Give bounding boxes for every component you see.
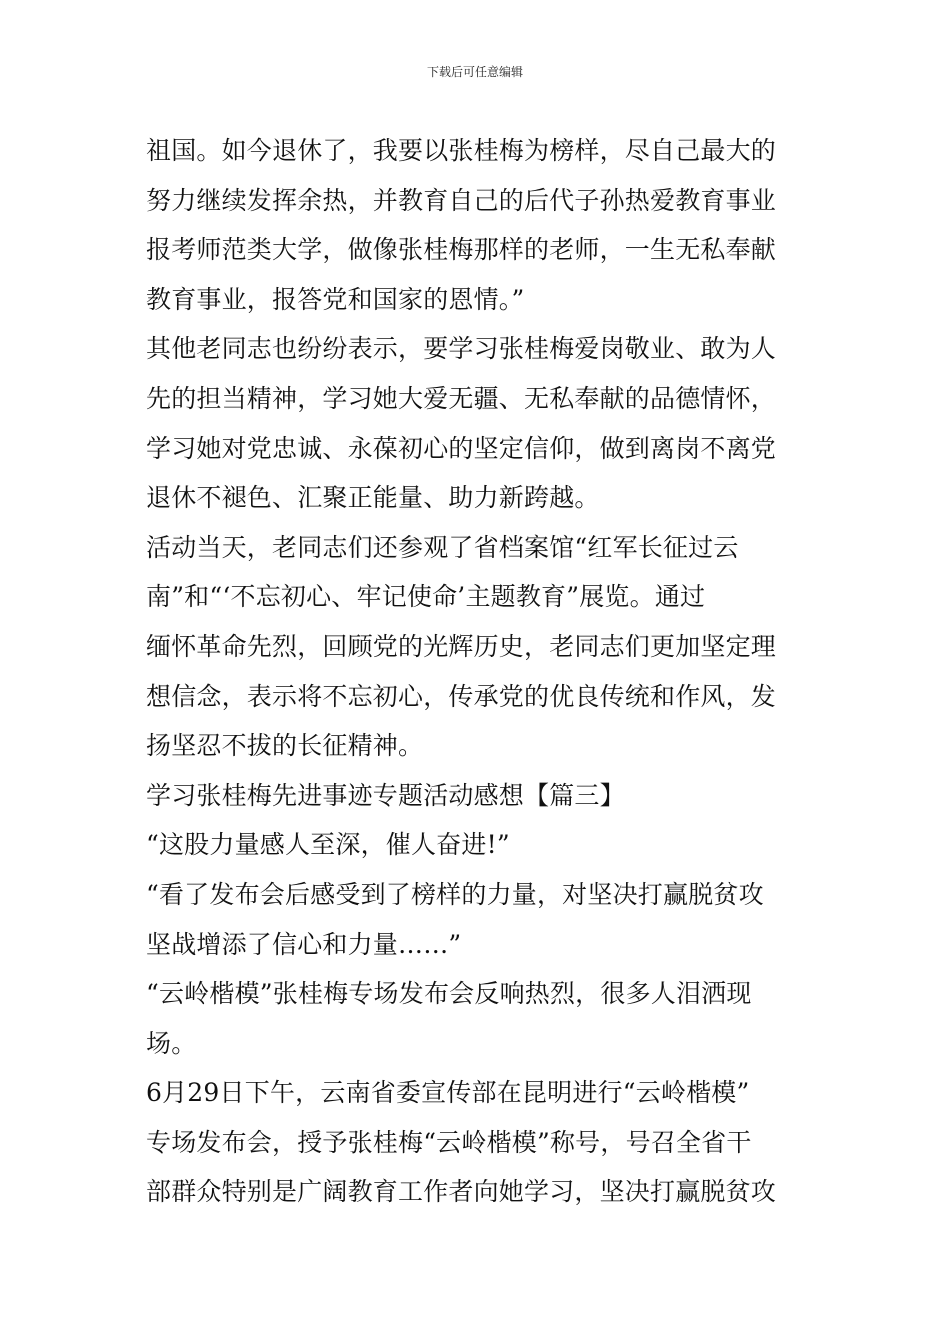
body-line: 其他老同志也纷纷表示，要学习张桂梅爱岗敬业、敢为人 <box>146 334 777 364</box>
body-line: 学习她对党忠诚、永葆初心的坚定信仰，做到离岗不离党 <box>146 433 777 463</box>
page-header: 下载后可任意编辑 <box>426 65 523 79</box>
body-line: 先的担当精神，学习她大爱无疆、无私奉献的品德情怀， <box>146 383 777 413</box>
body-line: “这股力量感人至深，催人奋进!” <box>146 830 510 860</box>
body-line: 专场发布会，授予张桂梅“云岭楷模”称号，号召全省干 <box>146 1127 752 1157</box>
body-line: 退休不褪色、汇聚正能量、助力新跨越。 <box>146 483 600 513</box>
body-line: 坚战增添了信心和力量……” <box>146 929 462 959</box>
body-line: 活动当天，老同志们还参观了省档案馆“红军长征过云 <box>146 532 739 562</box>
body-line: “看了发布会后感受到了榜样的力量，对坚决打赢脱贫攻 <box>146 879 764 909</box>
body-line: 南”和“‘不忘初心、牢记使命’主题教育”展览。通过 <box>146 582 706 612</box>
body-line: 努力继续发挥余热，并教育自己的后代子孙热爱教育事业 <box>146 185 777 215</box>
body-line: 教育事业，报答党和国家的恩情。” <box>146 284 525 314</box>
body-line: 部群众特别是广阔教育工作者向她学习，坚决打赢脱贫攻 <box>146 1177 777 1207</box>
body-line: “云岭楷模”张桂梅专场发布会反响热烈，很多人泪洒现 <box>146 979 752 1009</box>
body-line: 6月29日下午，云南省委宣传部在昆明进行“云岭楷模” <box>146 1078 750 1108</box>
body-line: 缅怀革命先烈，回顾党的光辉历史，老同志们更加坚定理 <box>146 631 777 661</box>
body-line: 场。 <box>146 1028 197 1058</box>
body-line: 想信念，表示将不忘初心，传承党的优良传统和作风，发 <box>146 681 777 711</box>
document-body <box>146 126 816 1217</box>
section-heading: 学习张桂梅先进事迹专题活动感想【篇三】 <box>146 780 625 810</box>
body-line: 报考师范类大学，做像张桂梅那样的老师，一生无私奉献 <box>146 235 777 265</box>
body-line: 扬坚忍不拔的长征精神。 <box>146 731 424 761</box>
body-line: 祖国。如今退休了，我要以张桂梅为榜样，尽自己最大的 <box>146 136 777 165</box>
